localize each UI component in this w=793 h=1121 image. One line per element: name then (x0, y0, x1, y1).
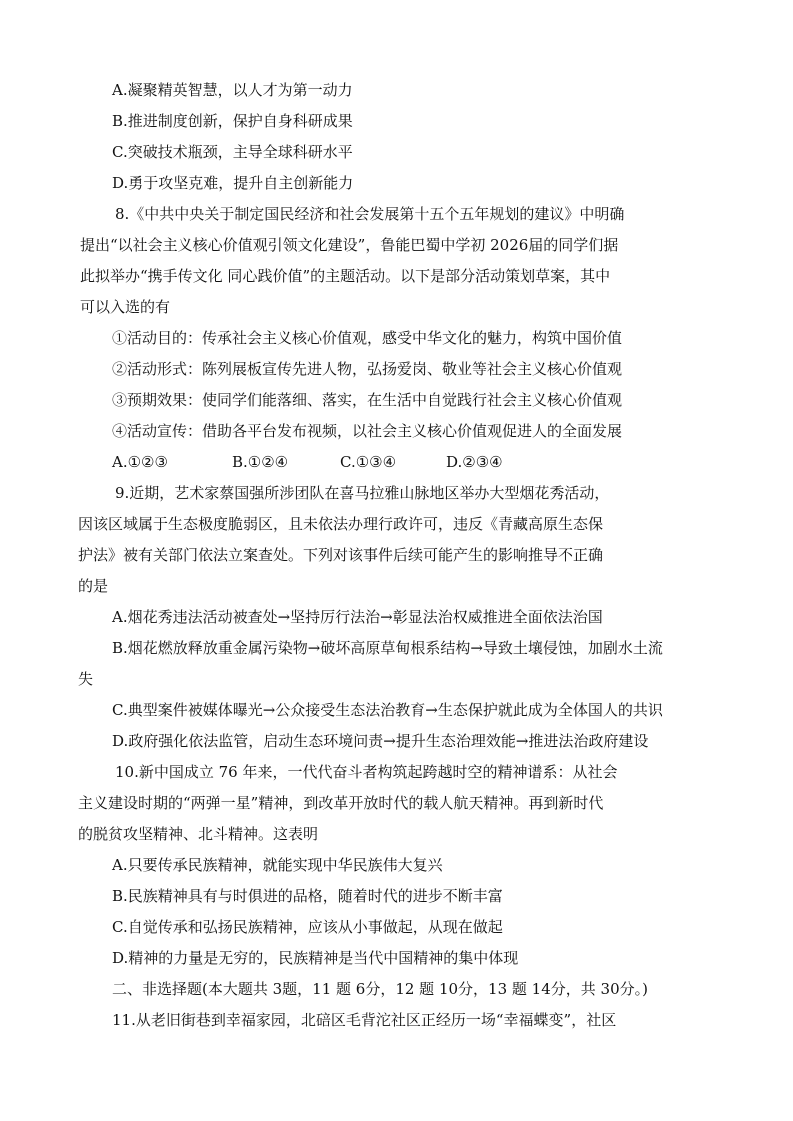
q9-stem-line: 护法》被有关部门依法立案查处。下列对该事件后续可能产生的影响推导不正确 (78, 546, 604, 564)
q8-item-3: ③预期效果：使同学们能落细、落实，在生活中自觉践行社会主义核心价值观 (112, 391, 623, 409)
q7-option-d: D.勇于攻坚克难，提升自主创新能力 (112, 174, 354, 192)
q10-stem-line: 的脱贫攻坚精神、北斗精神。这表明 (78, 825, 319, 843)
q10-stem-line: 10.新中国成立 76 年来，一代代奋斗者构筑起跨越时空的精神谱系：从社会 (115, 763, 618, 781)
q10-stem-line: 主义建设时期的“两弹一星”精神，到改革开放时代的载人航天精神。再到新时代 (78, 794, 604, 812)
q8-stem-line: 此拟举办“携手传文化 同心践价值”的主题活动。以下是部分活动策划草案，其中 (80, 267, 611, 285)
q9-stem-line: 的是 (78, 577, 109, 595)
q8-option-d: D.②③④ (446, 453, 503, 471)
q9-option-a: A.烟花秀违法活动被查处→坚持厉行法治→彰显法治权威推进全面依法治国 (112, 608, 603, 626)
section-heading: 二、非选择题(本大题共 3题，11 题 6分，12 题 10分，13 题 14分，共 30分。) (112, 980, 648, 998)
q7-option-a: A.凝聚精英智慧，以人才为第一动力 (112, 81, 353, 99)
q9-option-c: C.典型案件被媒体曝光→公众接受生态法治教育→生态保护就此成为全体国人的共识 (112, 701, 663, 719)
q7-option-c: C.突破技术瓶颈，主导全球科研水平 (112, 143, 353, 161)
q8-option-a: A.①②③ (112, 453, 168, 471)
q8-option-c: C.①③④ (340, 453, 397, 471)
q8-item-1: ①活动目的：传承社会主义核心价值观，感受中华文化的魅力，构筑中国价值 (112, 329, 623, 347)
q8-stem-line: 可以入选的有 (80, 298, 171, 316)
q7-option-b: B.推进制度创新，保护自身科研成果 (112, 112, 353, 130)
q8-option-b: B.①②④ (232, 453, 289, 471)
q10-option-d: D.精神的力量是无穷的，民族精神是当代中国精神的集中体现 (112, 949, 519, 967)
q11-stem-line: 11.从老旧街巷到幸福家园，北碚区毛背沱社区正经历一场“幸福蝶变”，社区 (112, 1011, 617, 1029)
q10-option-c: C.自觉传承和弘扬民族精神，应该从小事做起，从现在做起 (112, 918, 503, 936)
q8-item-2: ②活动形式：陈列展板宣传先进人物，弘扬爱岗、敬业等社会主义核心价值观 (112, 360, 623, 378)
q8-stem-line: 提出“以社会主义核心价值观引领文化建设”，鲁能巴蜀中学初 2026届的同学们据 (80, 236, 619, 254)
q8-item-4: ④活动宣传：借助各平台发布视频，以社会主义核心价值观促进人的全面发展 (112, 422, 623, 440)
q8-stem-line: 8.《中共中央关于制定国民经济和社会发展第十五个五年规划的建议》中明确 (115, 205, 625, 223)
q9-stem-line: 因该区域属于生态极度脆弱区，且未依法办理行政许可，违反《青藏高原生态保 (78, 515, 604, 533)
q9-option-b-cont: 失 (78, 670, 94, 688)
q9-option-b: B.烟花燃放释放重金属污染物→破坏高原草甸根系结构→导致土壤侵蚀，加剧水土流 (112, 639, 663, 657)
q10-option-a: A.只要传承民族精神，就能实现中华民族伟大复兴 (112, 856, 443, 874)
q9-stem-line: 9.近期，艺术家蔡国强所涉团队在喜马拉雅山脉地区举办大型烟花秀活动， (115, 484, 610, 502)
q9-option-d: D.政府强化依法监管，启动生态环境问责→提升生态治理效能→推进法治政府建设 (112, 732, 649, 750)
q10-option-b: B.民族精神具有与时俱进的品格，随着时代的进步不断丰富 (112, 887, 503, 905)
